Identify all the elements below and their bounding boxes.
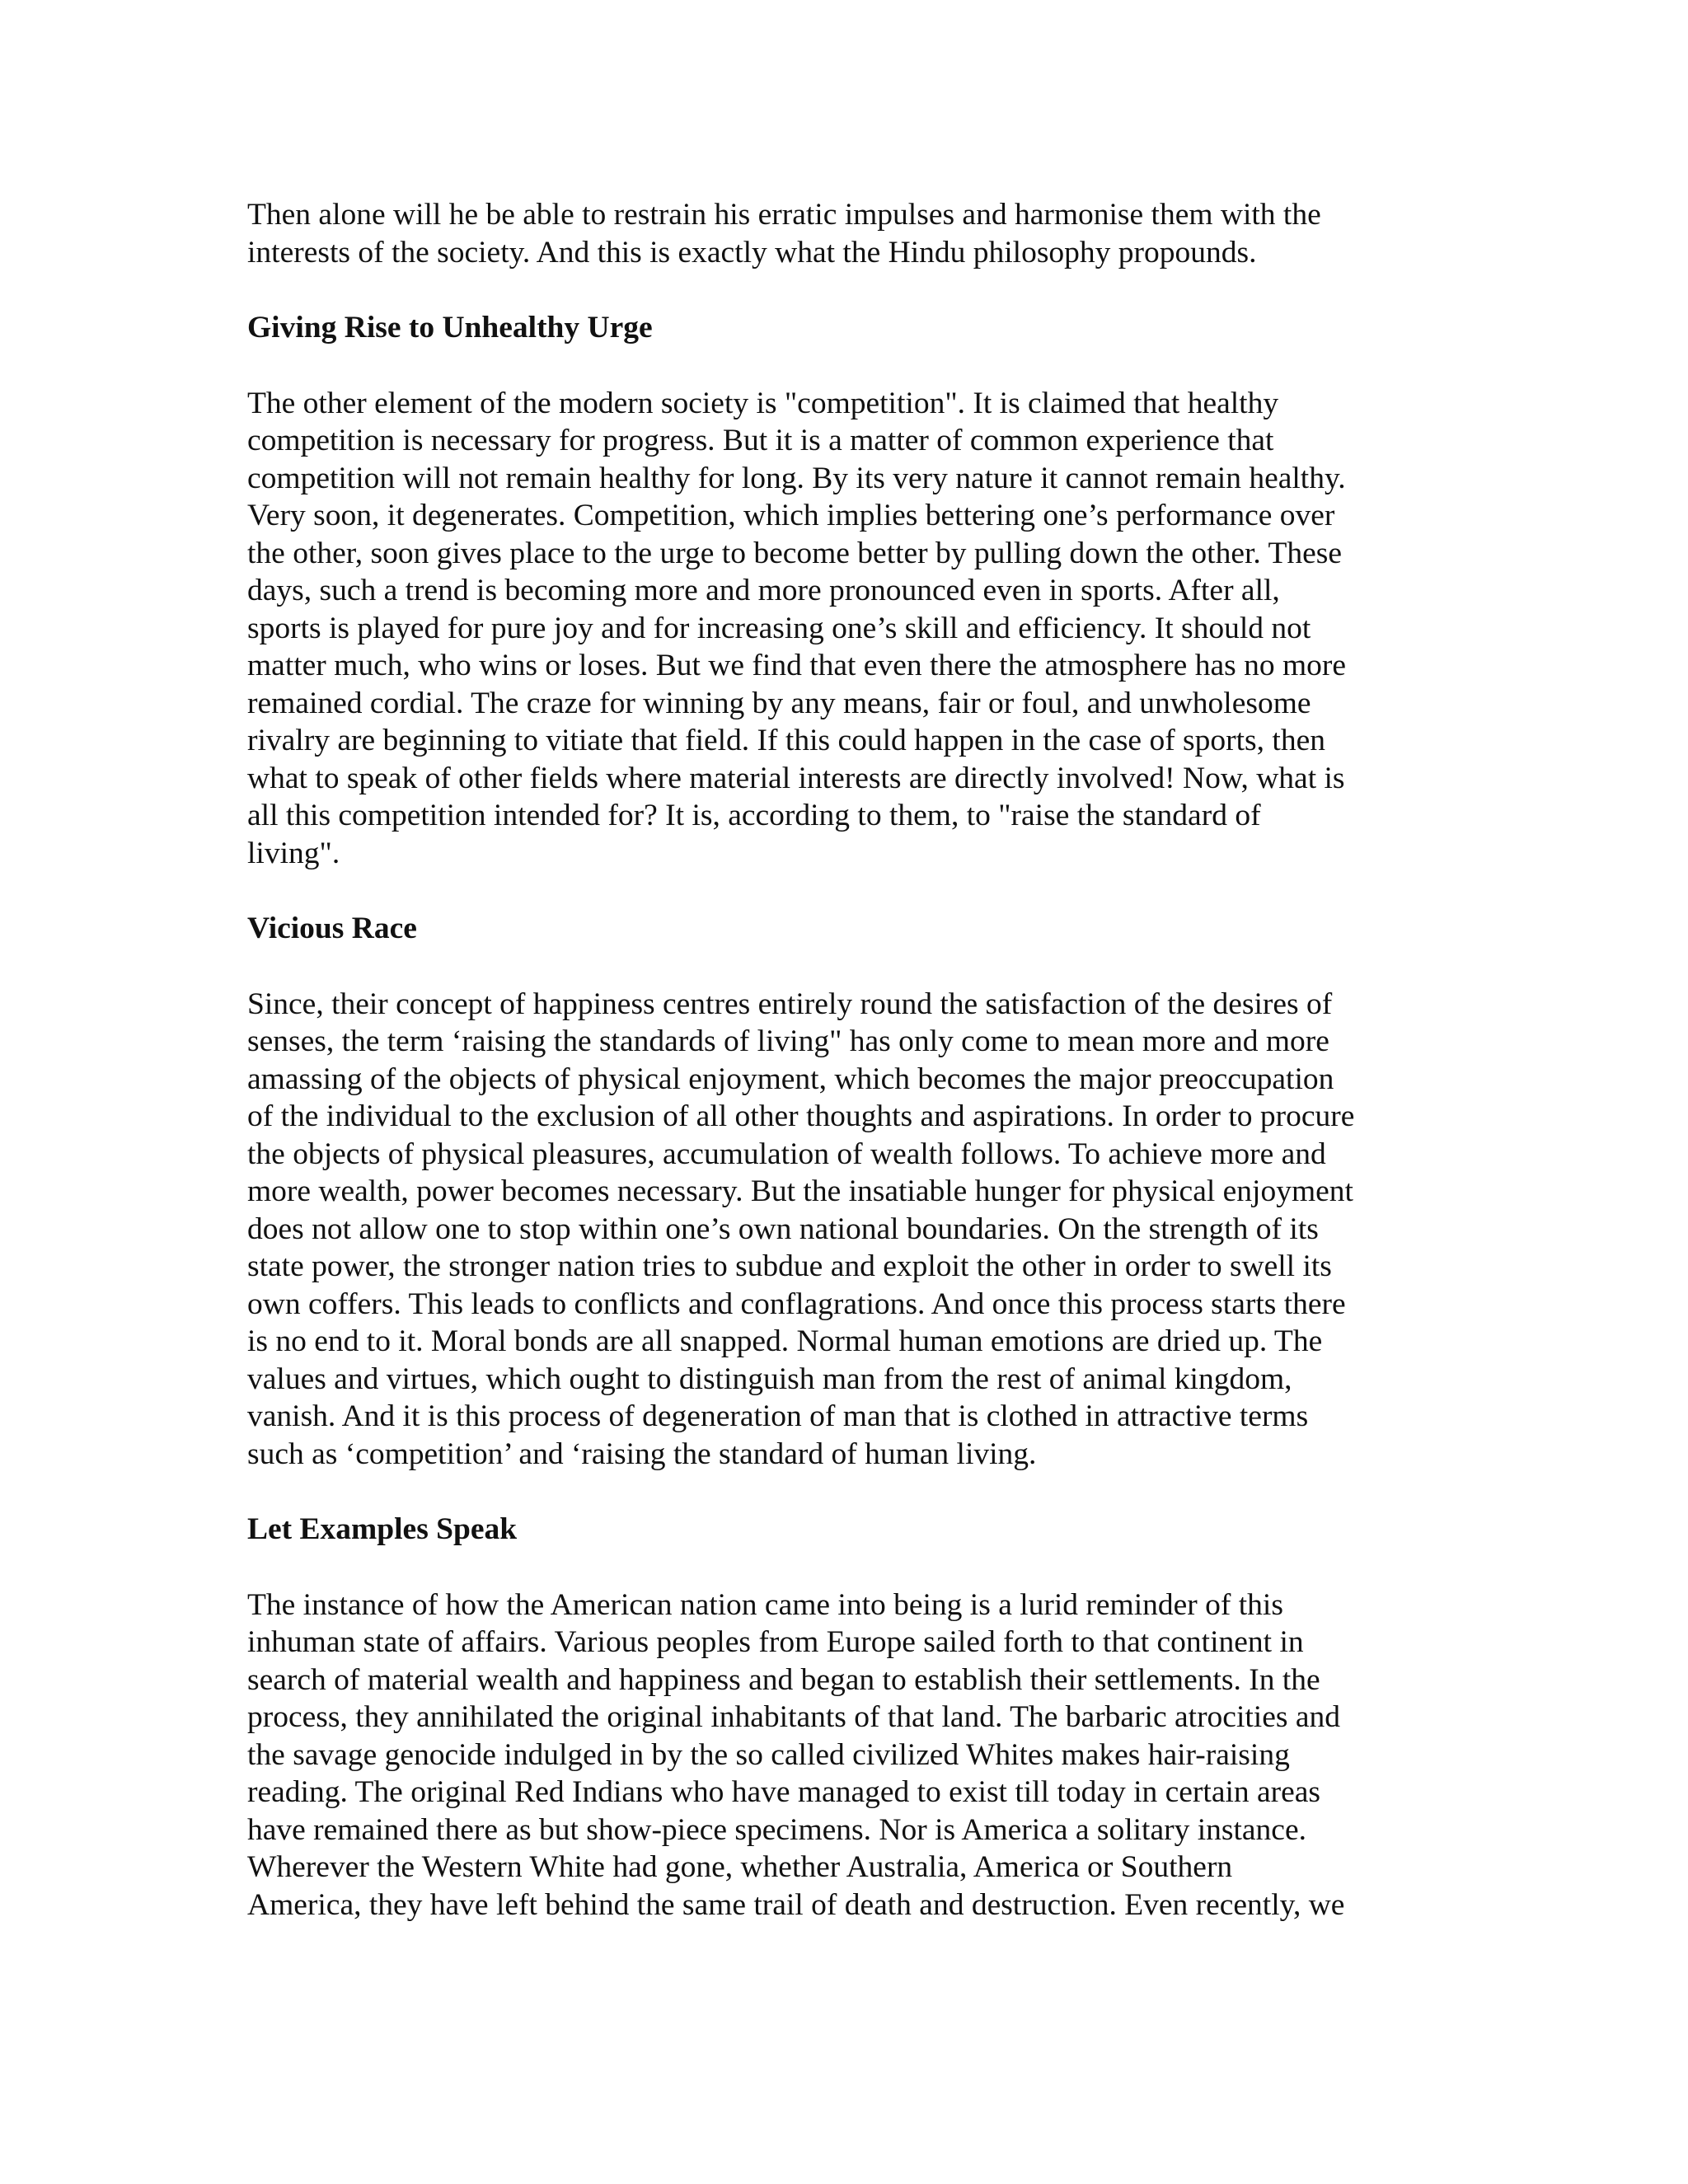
text-line: the other, soon gives place to the urge to become better by pulling down the other. These	[247, 536, 1343, 570]
text-line: days, such a trend is becoming more and more pronounced even in sports. After all,	[247, 574, 1280, 607]
text-line: amassing of the objects of physical enjoyment, which becomes the major preoccupation	[247, 1062, 1334, 1096]
document-page	[247, 196, 1442, 1924]
section-heading-unhealthy-urge: Giving Rise to Unhealthy Urge	[247, 311, 653, 344]
text-line: the objects of physical pleasures, accumulation of wealth follows. To achieve more and	[247, 1137, 1326, 1171]
text-line: own coffers. This leads to conflicts and conflagrations. And once this process starts there	[247, 1286, 1346, 1321]
text-line: Very soon, it degenerates. Competition, which implies bettering one’s performance over	[247, 499, 1335, 532]
text-line: The instance of how the American nation came into being is a lurid reminder of this	[247, 1587, 1283, 1622]
text-line: state power, the stronger nation tries to subdue and exploit the other in order to swell its	[247, 1249, 1332, 1283]
text-line: Then alone will he be able to restrain his erratic impulses and harmonise them with the	[247, 198, 1321, 232]
text-line: living".	[247, 836, 340, 870]
text-line: have remained there as but show-piece specimens. Nor is America a solitary instance.	[247, 1812, 1306, 1847]
text-line: vanish. And it is this process of degeneration of man that is clothed in attractive terms	[247, 1399, 1309, 1433]
text-line: matter much, who wins or loses. But we find that even there the atmosphere has no more	[247, 649, 1346, 682]
text-line: inhuman state of affairs. Various peoples from Europe sailed forth to that continent in	[247, 1625, 1304, 1659]
paragraph-intro	[247, 196, 1442, 271]
text-line: Wherever the Western White had gone, whether Australia, America or Southern	[247, 1850, 1233, 1884]
text-line: the savage genocide indulged in by the so called civilized Whites makes hair-raising	[247, 1737, 1290, 1772]
text-line: all this competition intended for? It is, according to them, to "raise the standard of	[247, 799, 1261, 832]
text-line: what to speak of other fields where material interests are directly involved! Now, what is	[247, 761, 1345, 795]
text-line: values and virtues, which ought to distinguish man from the rest of animal kingdom,	[247, 1361, 1292, 1396]
text-line: competition is necessary for progress. But it is a matter of common experience that	[247, 424, 1274, 457]
text-line: reading. The original Red Indians who have managed to exist till today in certain areas	[247, 1775, 1321, 1809]
paragraph-vicious-race	[247, 986, 1442, 1474]
text-line: The other element of the modern society is "competition". It is claimed that healthy	[247, 386, 1279, 420]
text-line: does not allow one to stop within one’s own national boundaries. On the strength of its	[247, 1212, 1319, 1246]
text-line: competition will not remain healthy for long. By its very nature it cannot remain healthy.	[247, 461, 1346, 495]
text-line: search of material wealth and happiness and began to establish their settlements. In the	[247, 1662, 1320, 1697]
section-heading-examples: Let Examples Speak	[247, 1512, 518, 1546]
text-line: Since, their concept of happiness centres entirely round the satisfaction of the desires of	[247, 987, 1333, 1021]
text-line: such as ‘competition’ and ‘raising the standard of human living.	[247, 1436, 1037, 1471]
text-line: remained cordial. The craze for winning by any means, fair or foul, and unwholesome	[247, 686, 1311, 720]
paragraph-competition	[247, 385, 1442, 873]
paragraph-examples	[247, 1586, 1442, 1924]
text-line: more wealth, power becomes necessary. But the insatiable hunger for physical enjoyment	[247, 1174, 1353, 1208]
text-line: interests of the society. And this is exactly what the Hindu philosophy propounds.	[247, 235, 1257, 269]
text-line: senses, the term ‘raising the standards of living" has only come to mean more and more	[247, 1024, 1329, 1058]
text-line: rivalry are beginning to vitiate that field. If this could happen in the case of sports, then	[247, 724, 1325, 757]
text-line: America, they have left behind the same trail of death and destruction. Even recently, we	[247, 1887, 1345, 1922]
section-heading-vicious-race: Vicious Race	[247, 912, 417, 945]
text-line: sports is played for pure joy and for increasing one’s skill and efficiency. It should not	[247, 611, 1311, 645]
text-line: is no end to it. Moral bonds are all snapped. Normal human emotions are dried up. The	[247, 1324, 1323, 1358]
text-line: of the individual to the exclusion of all other thoughts and aspirations. In order to procure	[247, 1099, 1355, 1133]
text-line: process, they annihilated the original inhabitants of that land. The barbaric atrocities and	[247, 1700, 1340, 1734]
